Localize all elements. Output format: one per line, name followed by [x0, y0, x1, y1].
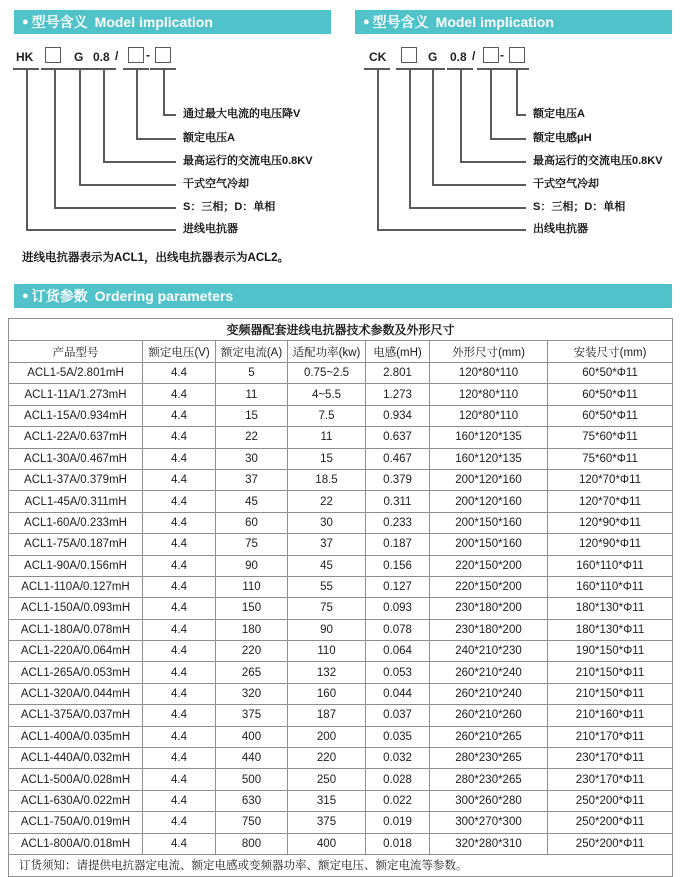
- cell-power: 15: [288, 448, 366, 469]
- cell-inductance: 0.127: [366, 576, 430, 597]
- cell-dimensions: 320*280*310: [430, 833, 548, 854]
- model-label: 干式空气冷却: [183, 178, 249, 190]
- cell-current: 90: [216, 555, 288, 576]
- cell-power: 375: [288, 812, 366, 833]
- cell-power: 55: [288, 576, 366, 597]
- cell-voltage: 4.4: [143, 469, 216, 490]
- cell-dimensions: 160*120*135: [430, 427, 548, 448]
- cell-inductance: 0.019: [366, 812, 430, 833]
- model-code-series: G: [428, 50, 438, 64]
- cell-current: 800: [216, 833, 288, 854]
- cell-model: ACL1-320A/0.044mH: [9, 683, 143, 704]
- table-row: [9, 427, 673, 448]
- cell-dimensions: 280*230*265: [430, 748, 548, 769]
- model-code-box: [401, 47, 417, 63]
- cell-dimensions: 260*210*265: [430, 726, 548, 747]
- table-body: [9, 363, 673, 855]
- cell-mounting: 210*150*Φ11: [548, 683, 673, 704]
- cell-inductance: 0.156: [366, 555, 430, 576]
- model-label: S：三相；D：单相: [183, 201, 276, 213]
- bullet-icon: ●: [22, 289, 29, 302]
- leader-line: [377, 69, 379, 229]
- cell-current: 750: [216, 812, 288, 833]
- cell-power: 132: [288, 662, 366, 683]
- model-code-slash: /: [115, 49, 119, 63]
- cell-voltage: 4.4: [143, 833, 216, 854]
- cell-power: 400: [288, 833, 366, 854]
- cell-model: ACL1-60A/0.233mH: [9, 512, 143, 533]
- table-row: [9, 469, 673, 490]
- cell-power: 4~5.5: [288, 384, 366, 405]
- cell-dimensions: 230*180*200: [430, 598, 548, 619]
- cell-power: 0.75~2.5: [288, 363, 366, 384]
- model-code-voltage: 0.8: [93, 50, 110, 64]
- cell-mounting: 60*50*Φ11: [548, 384, 673, 405]
- model-label: S：三相；D：单相: [533, 201, 626, 213]
- cell-model: ACL1-15A/0.934mH: [9, 405, 143, 426]
- cell-voltage: 4.4: [143, 427, 216, 448]
- cell-dimensions: 300*260*280: [430, 790, 548, 811]
- section-title-zh: 订货参数: [31, 288, 88, 304]
- cell-dimensions: 120*80*110: [430, 405, 548, 426]
- cell-model: ACL1-500A/0.028mH: [9, 769, 143, 790]
- cell-mounting: 75*60*Φ11: [548, 448, 673, 469]
- ordering-table: [8, 318, 673, 877]
- leader-line: [490, 138, 526, 140]
- cell-inductance: 0.233: [366, 512, 430, 533]
- table-row: [9, 833, 673, 854]
- cell-mounting: 250*200*Φ11: [548, 833, 673, 854]
- model-label: 额定电压A: [533, 108, 585, 120]
- table-row: [9, 748, 673, 769]
- cell-model: ACL1-265A/0.053mH: [9, 662, 143, 683]
- table-title: 变频器配套进线电抗器技术参数及外形尺寸: [9, 319, 673, 341]
- cell-dimensions: 120*80*110: [430, 384, 548, 405]
- leader-line: [490, 69, 492, 138]
- table-row: [9, 384, 673, 405]
- cell-mounting: 160*110*Φ11: [548, 576, 673, 597]
- cell-dimensions: 160*120*135: [430, 448, 548, 469]
- cell-voltage: 4.4: [143, 748, 216, 769]
- cell-mounting: 190*150*Φ11: [548, 641, 673, 662]
- cell-model: ACL1-800A/0.018mH: [9, 833, 143, 854]
- section-header-ordering: [14, 284, 672, 308]
- cell-mounting: 60*50*Φ11: [548, 363, 673, 384]
- bullet-icon: ●: [363, 15, 370, 28]
- table-row: [9, 619, 673, 640]
- leader-line: [163, 69, 165, 114]
- cell-power: 200: [288, 726, 366, 747]
- cell-mounting: 160*110*Φ11: [548, 555, 673, 576]
- leader-line: [26, 69, 28, 229]
- cell-voltage: 4.4: [143, 641, 216, 662]
- model-code-prefix: CK: [369, 50, 387, 64]
- cell-dimensions: 230*180*200: [430, 619, 548, 640]
- table-row: [9, 705, 673, 726]
- table-row: [9, 598, 673, 619]
- cell-power: 315: [288, 790, 366, 811]
- cell-voltage: 4.4: [143, 448, 216, 469]
- leader-line: [54, 69, 56, 207]
- cell-mounting: 210*160*Φ11: [548, 705, 673, 726]
- leader-line: [460, 161, 526, 163]
- cell-dimensions: 260*210*240: [430, 683, 548, 704]
- leader-line: [163, 114, 176, 116]
- cell-dimensions: 120*80*110: [430, 363, 548, 384]
- bullet-icon: ●: [22, 15, 29, 28]
- model-code-series: G: [74, 50, 84, 64]
- table-row: [9, 363, 673, 384]
- cell-model: ACL1-375A/0.037mH: [9, 705, 143, 726]
- cell-mounting: 250*200*Φ11: [548, 812, 673, 833]
- cell-voltage: 4.4: [143, 769, 216, 790]
- cell-power: 90: [288, 619, 366, 640]
- cell-mounting: 75*60*Φ11: [548, 427, 673, 448]
- cell-model: ACL1-45A/0.311mH: [9, 491, 143, 512]
- leader-line: [136, 69, 138, 138]
- cell-current: 220: [216, 641, 288, 662]
- table-row: [9, 405, 673, 426]
- table-row: [9, 555, 673, 576]
- cell-mounting: 250*200*Φ11: [548, 790, 673, 811]
- cell-voltage: 4.4: [143, 384, 216, 405]
- cell-inductance: 0.637: [366, 427, 430, 448]
- leader-line: [26, 229, 176, 231]
- leader-line: [516, 114, 526, 116]
- model-code-box: [45, 47, 61, 63]
- cell-mounting: 230*170*Φ11: [548, 748, 673, 769]
- table-title-row: [9, 319, 673, 341]
- cell-inductance: 0.187: [366, 534, 430, 555]
- model-code-dash: -: [500, 48, 504, 62]
- cell-inductance: 0.078: [366, 619, 430, 640]
- cell-current: 150: [216, 598, 288, 619]
- cell-current: 45: [216, 491, 288, 512]
- leader-line: [103, 69, 105, 161]
- leader-line: [377, 229, 526, 231]
- table-row: [9, 683, 673, 704]
- cell-power: 18.5: [288, 469, 366, 490]
- cell-mounting: 210*150*Φ11: [548, 662, 673, 683]
- cell-current: 400: [216, 726, 288, 747]
- cell-model: ACL1-220A/0.064mH: [9, 641, 143, 662]
- cell-inductance: 0.467: [366, 448, 430, 469]
- cell-current: 37: [216, 469, 288, 490]
- cell-dimensions: 280*230*265: [430, 769, 548, 790]
- cell-dimensions: 260*210*240: [430, 662, 548, 683]
- cell-inductance: 0.934: [366, 405, 430, 426]
- leader-line: [432, 184, 526, 186]
- cell-voltage: 4.4: [143, 790, 216, 811]
- model-code-box: [128, 47, 144, 63]
- table-row: [9, 448, 673, 469]
- cell-power: 11: [288, 427, 366, 448]
- model-code-prefix: HK: [16, 50, 34, 64]
- cell-mounting: 120*90*Φ11: [548, 534, 673, 555]
- cell-voltage: 4.4: [143, 555, 216, 576]
- cell-dimensions: 260*210*260: [430, 705, 548, 726]
- table-row: [9, 534, 673, 555]
- cell-inductance: 0.035: [366, 726, 430, 747]
- cell-inductance: 0.032: [366, 748, 430, 769]
- cell-power: 160: [288, 683, 366, 704]
- cell-power: 30: [288, 512, 366, 533]
- cell-dimensions: 240*210*230: [430, 641, 548, 662]
- col-header-dimensions: 外形尺寸(mm): [430, 341, 548, 363]
- section-title-zh: 型号含义: [31, 14, 88, 30]
- model-label: 额定电感μH: [533, 132, 592, 144]
- table-row: [9, 576, 673, 597]
- cell-inductance: 0.037: [366, 705, 430, 726]
- col-header-power: 适配功率(kw): [288, 341, 366, 363]
- cell-current: 320: [216, 683, 288, 704]
- cell-current: 11: [216, 384, 288, 405]
- cell-power: 220: [288, 748, 366, 769]
- cell-voltage: 4.4: [143, 683, 216, 704]
- cell-dimensions: 200*120*160: [430, 491, 548, 512]
- model-code-box: [155, 47, 171, 63]
- cell-current: 5: [216, 363, 288, 384]
- leader-line: [136, 138, 176, 140]
- cell-mounting: 230*170*Φ11: [548, 769, 673, 790]
- cell-model: ACL1-630A/0.022mH: [9, 790, 143, 811]
- cell-current: 440: [216, 748, 288, 769]
- table-header-row: [9, 341, 673, 363]
- cell-current: 75: [216, 534, 288, 555]
- leader-line: [79, 184, 176, 186]
- model-label: 最高运行的交流电压0.8KV: [533, 155, 663, 167]
- cell-inductance: 2.801: [366, 363, 430, 384]
- cell-voltage: 4.4: [143, 812, 216, 833]
- section-title-en: Model implication: [94, 14, 213, 30]
- cell-dimensions: 220*150*200: [430, 555, 548, 576]
- cell-mounting: 120*70*Φ11: [548, 469, 673, 490]
- model-label: 最高运行的交流电压0.8KV: [183, 155, 313, 167]
- cell-mounting: 180*130*Φ11: [548, 598, 673, 619]
- col-header-voltage: 额定电压(V): [143, 341, 216, 363]
- cell-voltage: 4.4: [143, 534, 216, 555]
- cell-power: 250: [288, 769, 366, 790]
- table-note: 订货须知：请提供电抗器定电流、额定电感或变频器功率、额定电压、额定电流等参数。: [9, 854, 673, 876]
- model-label: 进线电抗器: [183, 223, 238, 235]
- cell-inductance: 0.028: [366, 769, 430, 790]
- cell-dimensions: 220*150*200: [430, 576, 548, 597]
- table-row: [9, 662, 673, 683]
- cell-current: 15: [216, 405, 288, 426]
- table-row: [9, 726, 673, 747]
- section-header-model-left: [14, 10, 331, 34]
- cell-voltage: 4.4: [143, 405, 216, 426]
- col-header-mounting: 安装尺寸(mm): [548, 341, 673, 363]
- leader-line: [460, 69, 462, 161]
- table-row: [9, 641, 673, 662]
- model-code-dash: -: [146, 48, 150, 62]
- model-label: 通过最大电流的电压降V: [183, 108, 301, 120]
- cell-voltage: 4.4: [143, 619, 216, 640]
- cell-model: ACL1-150A/0.093mH: [9, 598, 143, 619]
- table-note-row: [9, 854, 673, 876]
- leader-line: [409, 69, 411, 207]
- cell-voltage: 4.4: [143, 491, 216, 512]
- table-row: [9, 512, 673, 533]
- cell-dimensions: 200*150*160: [430, 534, 548, 555]
- model-label: 干式空气冷却: [533, 178, 599, 190]
- leader-line: [103, 161, 176, 163]
- cell-voltage: 4.4: [143, 726, 216, 747]
- cell-voltage: 4.4: [143, 662, 216, 683]
- cell-model: ACL1-90A/0.156mH: [9, 555, 143, 576]
- cell-model: ACL1-110A/0.127mH: [9, 576, 143, 597]
- cell-mounting: 210*170*Φ11: [548, 726, 673, 747]
- cell-voltage: 4.4: [143, 512, 216, 533]
- col-header-inductance: 电感(mH): [366, 341, 430, 363]
- section-title-zh: 型号含义: [372, 14, 429, 30]
- cell-model: ACL1-5A/2.801mH: [9, 363, 143, 384]
- cell-current: 500: [216, 769, 288, 790]
- cell-model: ACL1-22A/0.637mH: [9, 427, 143, 448]
- leader-line: [432, 69, 434, 184]
- cell-inductance: 0.018: [366, 833, 430, 854]
- cell-dimensions: 200*120*160: [430, 469, 548, 490]
- cell-inductance: 0.093: [366, 598, 430, 619]
- model-code-box: [483, 47, 499, 63]
- cell-model: ACL1-11A/1.273mH: [9, 384, 143, 405]
- cell-mounting: 120*70*Φ11: [548, 491, 673, 512]
- cell-model: ACL1-37A/0.379mH: [9, 469, 143, 490]
- model-label: 出线电抗器: [533, 223, 588, 235]
- cell-mounting: 180*130*Φ11: [548, 619, 673, 640]
- cell-power: 75: [288, 598, 366, 619]
- table-row: [9, 790, 673, 811]
- cell-model: ACL1-750A/0.019mH: [9, 812, 143, 833]
- cell-current: 60: [216, 512, 288, 533]
- cell-inductance: 0.022: [366, 790, 430, 811]
- cell-current: 375: [216, 705, 288, 726]
- leader-line: [54, 207, 176, 209]
- cell-dimensions: 300*270*300: [430, 812, 548, 833]
- table-row: [9, 812, 673, 833]
- leader-line: [79, 69, 81, 184]
- cell-inductance: 0.064: [366, 641, 430, 662]
- cell-inductance: 0.044: [366, 683, 430, 704]
- cell-inductance: 0.311: [366, 491, 430, 512]
- cell-current: 22: [216, 427, 288, 448]
- cell-inductance: 0.379: [366, 469, 430, 490]
- section-title-en: Ordering parameters: [94, 288, 234, 304]
- cell-current: 30: [216, 448, 288, 469]
- cell-mounting: 120*90*Φ11: [548, 512, 673, 533]
- cell-voltage: 4.4: [143, 363, 216, 384]
- model-code-box: [509, 47, 525, 63]
- cell-model: ACL1-440A/0.032mH: [9, 748, 143, 769]
- col-header-model: 产品型号: [9, 341, 143, 363]
- cell-inductance: 1.273: [366, 384, 430, 405]
- cell-model: ACL1-30A/0.467mH: [9, 448, 143, 469]
- model-code-slash: /: [472, 49, 476, 63]
- model-label: 额定电压A: [183, 132, 235, 144]
- table-row: [9, 769, 673, 790]
- cell-current: 630: [216, 790, 288, 811]
- cell-current: 110: [216, 576, 288, 597]
- cell-power: 37: [288, 534, 366, 555]
- cell-voltage: 4.4: [143, 598, 216, 619]
- col-header-current: 额定电流(A): [216, 341, 288, 363]
- table-row: [9, 491, 673, 512]
- section-title-en: Model implication: [435, 14, 554, 30]
- cell-power: 22: [288, 491, 366, 512]
- cell-power: 7.5: [288, 405, 366, 426]
- cell-power: 187: [288, 705, 366, 726]
- cell-voltage: 4.4: [143, 705, 216, 726]
- leader-line: [409, 207, 526, 209]
- cell-current: 265: [216, 662, 288, 683]
- cell-mounting: 60*50*Φ11: [548, 405, 673, 426]
- cell-model: ACL1-400A/0.035mH: [9, 726, 143, 747]
- model-code-voltage: 0.8: [450, 50, 467, 64]
- cell-model: ACL1-180A/0.078mH: [9, 619, 143, 640]
- leader-line: [516, 69, 518, 114]
- cell-dimensions: 200*150*160: [430, 512, 548, 533]
- cell-model: ACL1-75A/0.187mH: [9, 534, 143, 555]
- cell-inductance: 0.053: [366, 662, 430, 683]
- cell-power: 45: [288, 555, 366, 576]
- cell-voltage: 4.4: [143, 576, 216, 597]
- acl-note: 进线电抗器表示为ACL1，出线电抗器表示为ACL2。: [22, 252, 290, 264]
- section-header-model-right: [355, 10, 672, 34]
- cell-power: 110: [288, 641, 366, 662]
- cell-current: 180: [216, 619, 288, 640]
